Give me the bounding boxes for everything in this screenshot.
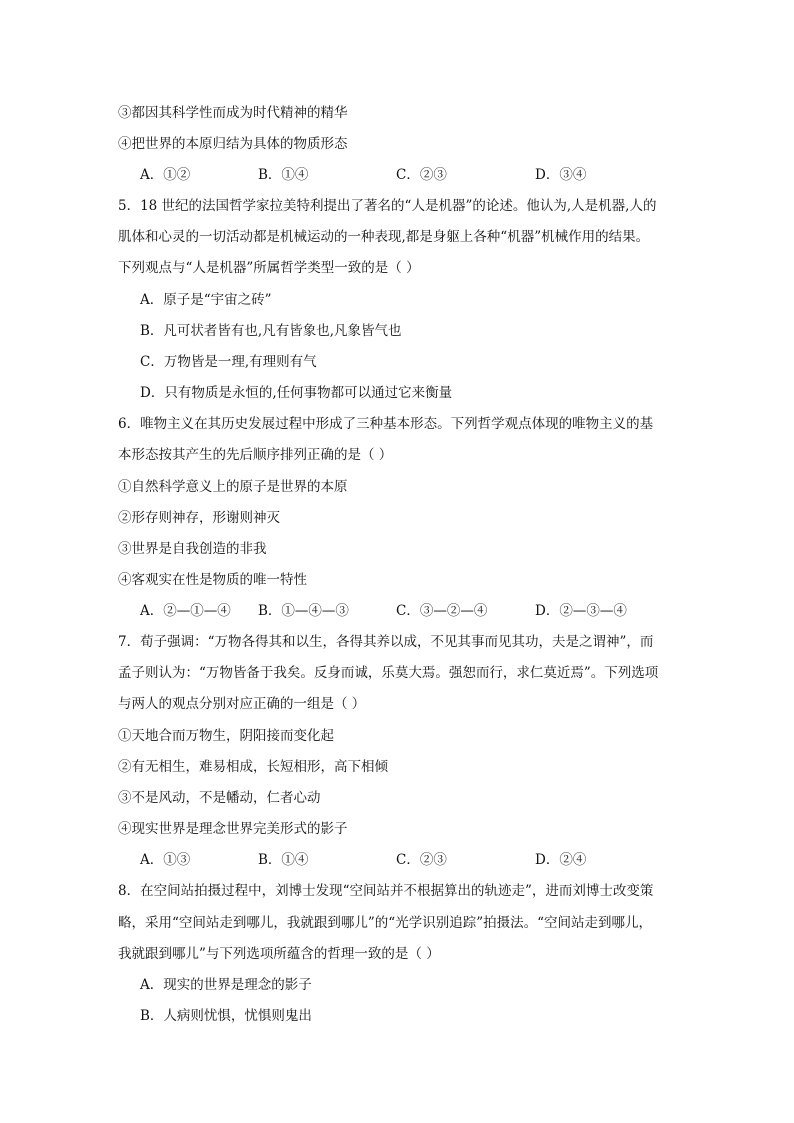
q7-answer-options-row <box>140 850 700 870</box>
q5-option-a: A．原子是“宇宙之砖” <box>140 292 272 308</box>
q6-stem-line-2: 本形态按其产生的先后顺序排列正确的是（ ） <box>118 447 393 463</box>
q7-stem-line-1: 7．荀子强调：“万物各得其和以生，各得其养以成，不见其事而见其功，夫是之谓神”，而 <box>118 634 654 650</box>
q6-option-c: C．③—②—④ <box>396 603 488 619</box>
q7-stem-line-3: 与两人的观点分别对应正确的一组是（ ） <box>118 696 366 712</box>
q6-statement-3: ③世界是自我创造的非我 <box>118 541 267 557</box>
q6-statement-2: ②形存则神存，形谢则神灭 <box>118 510 280 526</box>
q7-option-c: C．②③ <box>396 852 447 868</box>
q6-stem-line-1: 6．唯物主义在其历史发展过程中形成了三种基本形态。下列哲学观点体现的唯物主义的基 <box>118 416 654 432</box>
q5-option-b: B．凡可状者皆有也,凡有皆象也,凡象皆气也 <box>140 323 402 339</box>
q6-option-d: D．②—③—④ <box>535 603 627 619</box>
q5-option-d: D．只有物质是永恒的,任何事物都可以通过它来衡量 <box>140 385 453 401</box>
q8-option-a: A．现实的世界是理念的影子 <box>140 977 312 993</box>
q8-stem-line-2: 略，采用“空间站走到哪儿，我就跟到哪儿”的“光学识别追踪”拍摄法。“空间站走到哪儿， <box>118 915 653 931</box>
q6-answer-options-row <box>140 601 700 621</box>
q7-option-d: D．②④ <box>535 852 587 868</box>
option-a: A．①② <box>140 167 191 183</box>
q8-option-b: B．人病则忧惧，忧惧则鬼出 <box>140 1008 312 1024</box>
q7-statement-2: ②有无相生，难易相成，长短相形，高下相倾 <box>118 759 388 775</box>
q5-stem-line-3: 下列观点与“人是机器”所属哲学类型一致的是（ ） <box>118 260 420 276</box>
q6-option-b: B．①—④—③ <box>258 603 349 619</box>
answer-options-row <box>140 165 700 185</box>
q7-statement-1: ①天地合而万物生，阴阳接而变化起 <box>118 728 334 744</box>
q5-option-c: C．万物皆是一理,有理则有气 <box>140 354 317 370</box>
q7-statement-3: ③不是风动，不是幡动，仁者心动 <box>118 790 321 806</box>
q6-option-a: A．②—①—④ <box>140 603 231 619</box>
statement-4: ④把世界的本原归结为具体的物质形态 <box>118 136 348 152</box>
statement-3: ③都因其科学性而成为时代精神的精华 <box>118 105 348 121</box>
q8-stem-line-1: 8．在空间站拍摄过程中，刘博士发现“空间站并不根据算出的轨迹走”，进而刘博士改变策 <box>118 883 654 899</box>
option-d: D．③④ <box>535 167 587 183</box>
q7-option-a: A．①③ <box>140 852 191 868</box>
option-c: C．②③ <box>396 167 447 183</box>
q8-stem-line-3: 我就跟到哪儿”与下列选项所蕴含的哲理一致的是（ ） <box>118 946 440 962</box>
q7-option-b: B．①④ <box>258 852 309 868</box>
option-b: B．①④ <box>258 167 309 183</box>
q6-statement-4: ④客观实在性是物质的唯一特性 <box>118 572 307 588</box>
q7-stem-line-2: 孟子则认为：“万物皆备于我矣。反身而诚，乐莫大焉。强恕而行，求仁莫近焉”。下列选项 <box>118 665 659 681</box>
q5-stem-line-1: 5．18 世纪的法国哲学家拉美特利提出了著名的“人是机器”的论述。他认为,人是机器,人的 <box>118 198 657 214</box>
q5-stem-line-2: 肌体和心灵的一切活动都是机械运动的一种表现,都是身躯上各种“机器”机械作用的结果。 <box>118 229 650 245</box>
q6-statement-1: ①自然科学意义上的原子是世界的本原 <box>118 479 348 495</box>
q7-statement-4: ④现实世界是理念世界完美形式的影子 <box>118 821 348 837</box>
